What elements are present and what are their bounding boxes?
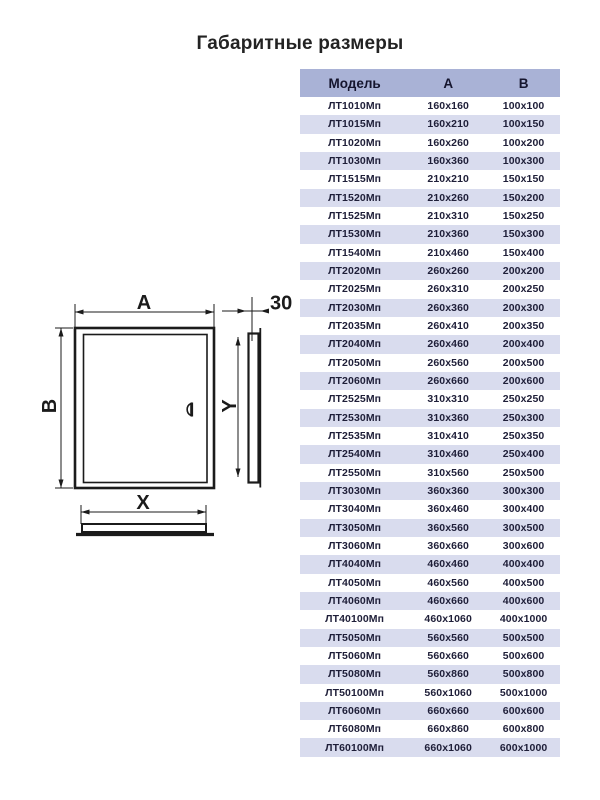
table-row: [300, 280, 560, 298]
dim-b-cell: 200x200: [502, 265, 545, 278]
dim-a-cell: 360x560: [427, 521, 469, 534]
table-row: [300, 519, 560, 537]
dim-a-cell: 210x360: [427, 228, 469, 241]
table-row: [300, 262, 560, 280]
dim-a-cell: 260x260: [427, 265, 469, 278]
model-cell: ЛТ60100Мп: [325, 741, 385, 754]
dim-a-cell: 660x1060: [424, 741, 472, 754]
dim-a-cell: 560x660: [427, 650, 469, 662]
dim-b-cell: 150x400: [502, 246, 545, 259]
dim-b-cell: 250x500: [502, 466, 545, 479]
model-cell: ЛТ2060Мп: [328, 375, 382, 388]
dim-b-cell: 500x600: [502, 650, 545, 662]
model-cell: ЛТ4040Мп: [328, 558, 382, 571]
table-row: [300, 354, 560, 372]
column-header-a: А: [443, 75, 454, 91]
dim-a-cell: 660x660: [427, 704, 469, 717]
model-cell: ЛТ1540Мп: [328, 246, 382, 259]
dim-a-cell: 260x410: [427, 320, 469, 333]
table-header: [300, 69, 560, 97]
table-row: [300, 409, 560, 427]
model-cell: ЛТ5050Мп: [328, 631, 382, 644]
dim-a-cell: 310x560: [427, 466, 469, 479]
table-row: [300, 629, 560, 647]
model-cell: ЛТ4050Мп: [328, 576, 382, 589]
dim-a-cell: 460x660: [427, 595, 469, 608]
table-row: [300, 97, 560, 115]
model-cell: ЛТ1515Мп: [328, 173, 382, 186]
dim-a-cell: 660x860: [427, 723, 469, 736]
table-row: [300, 738, 560, 756]
dim-b-cell: 600x800: [502, 723, 545, 736]
model-cell: ЛТ6080Мп: [328, 723, 382, 736]
side-view-frame: [249, 334, 259, 483]
dim-b-cell: 200x600: [502, 375, 545, 388]
dim-b-cell: 500x800: [502, 668, 545, 681]
dim-a-cell: 460x1060: [424, 613, 472, 626]
dim-a-cell: 260x560: [427, 356, 469, 369]
dim-b-cell: 300x300: [502, 485, 545, 498]
column-header-b: В: [518, 75, 529, 91]
model-cell: ЛТ2540Мп: [328, 448, 382, 461]
dim-a-cell: 560x1060: [424, 686, 472, 699]
table-row: [300, 574, 560, 592]
dim-a-cell: 460x460: [427, 558, 469, 571]
dim-a-cell: 260x360: [427, 301, 469, 314]
model-cell: ЛТ2025Мп: [328, 283, 382, 296]
dim-b-cell: 150x250: [502, 210, 545, 223]
dim-b-cell: 400x500: [502, 576, 545, 589]
model-cell: ЛТ1015Мп: [328, 118, 382, 131]
model-cell: ЛТ2040Мп: [328, 338, 382, 351]
model-cell: ЛТ2535Мп: [328, 430, 382, 443]
model-cell: ЛТ2550Мп: [328, 466, 382, 479]
dim-y: [219, 337, 241, 477]
dimensions-table: [300, 69, 560, 757]
dim-a-cell: 210x310: [427, 210, 469, 223]
table-row: [300, 665, 560, 683]
dim-a-cell: 160x210: [427, 118, 469, 131]
table-row: [300, 647, 560, 665]
dim-label-a: A: [136, 292, 152, 314]
dim-a-cell: 560x560: [427, 631, 469, 644]
dim-b-cell: 400x1000: [499, 613, 548, 626]
dim-b-cell: 100x100: [502, 100, 545, 113]
dim-a-cell: 360x360: [427, 485, 469, 498]
table-row: [300, 555, 560, 573]
table-row: [300, 134, 560, 152]
table-row: [300, 445, 560, 463]
dim-a-cell: 210x210: [427, 173, 469, 186]
column-header-model: Модель: [328, 75, 381, 91]
dim-b-cell: 250x300: [502, 411, 545, 424]
dim-label-depth: 30: [270, 292, 293, 315]
dim-a-cell: 310x360: [427, 411, 469, 424]
table-row: [300, 115, 560, 133]
page-title: Габаритные размеры: [196, 33, 404, 54]
table-row: [300, 244, 560, 262]
side-view: [249, 328, 261, 488]
dim-b-cell: 400x400: [502, 558, 545, 571]
model-cell: ЛТ2030Мп: [328, 301, 382, 314]
model-cell: ЛТ5060Мп: [328, 650, 382, 662]
front-view: [75, 328, 214, 488]
model-cell: ЛТ2530Мп: [328, 411, 382, 424]
model-cell: ЛТ3040Мп: [328, 503, 382, 516]
dim-a-cell: 360x660: [427, 540, 469, 553]
dim-b-cell: 150x150: [502, 173, 545, 186]
dim-b-cell: 300x400: [502, 503, 545, 516]
dim-b-cell: 200x350: [502, 320, 545, 333]
table-row: [300, 464, 560, 482]
table-row: [300, 500, 560, 518]
model-cell: ЛТ4060Мп: [328, 595, 382, 608]
table-row: [300, 482, 560, 500]
dim-b-cell: 300x500: [502, 521, 545, 534]
dim-a-cell: 160x260: [427, 136, 469, 149]
model-cell: ЛТ50100Мп: [325, 686, 385, 699]
table-row: [300, 225, 560, 243]
table-row: [300, 189, 560, 207]
table-row: [300, 299, 560, 317]
table-row: [300, 170, 560, 188]
dim-a-cell: 310x410: [427, 430, 469, 443]
dim-b-cell: 150x300: [502, 228, 545, 241]
model-cell: ЛТ2525Мп: [328, 393, 382, 406]
dim-b-cell: 200x500: [502, 356, 545, 369]
table-row: [300, 702, 560, 720]
dim-a-cell: 260x460: [427, 338, 469, 351]
dim-a-cell: 560x860: [427, 668, 469, 681]
model-cell: ЛТ3060Мп: [328, 540, 382, 553]
dim-b-cell: 200x250: [502, 283, 545, 296]
dim-label-x: X: [136, 492, 150, 514]
dim-b-cell: 100x150: [502, 118, 545, 131]
table-row: [300, 720, 560, 738]
model-cell: ЛТ5080Мп: [328, 668, 382, 681]
bottom-view: [76, 524, 214, 535]
dim-b-cell: 150x200: [502, 191, 545, 204]
dim-a-cell: 310x460: [427, 448, 469, 461]
model-cell: ЛТ1530Мп: [328, 228, 382, 241]
table-row: [300, 610, 560, 628]
dim-b-cell: 200x300: [502, 301, 545, 314]
model-cell: ЛТ1030Мп: [328, 155, 382, 168]
bottom-view-frame: [82, 524, 206, 532]
dim-b-cell: 500x500: [502, 631, 545, 644]
dim-b-cell: 600x1000: [499, 741, 548, 754]
dim-a: [75, 292, 214, 327]
dim-b-cell: 250x400: [502, 448, 545, 461]
dim-b-cell: 250x250: [502, 393, 545, 406]
model-cell: ЛТ2035Мп: [328, 320, 382, 333]
table-row: [300, 372, 560, 390]
table-row: [300, 152, 560, 170]
table-row: [300, 427, 560, 445]
model-cell: ЛТ2050Мп: [328, 356, 382, 369]
table-row: [300, 592, 560, 610]
dim-b-cell: 400x600: [502, 595, 545, 608]
dim-label-y: Y: [219, 399, 241, 413]
table-row: [300, 207, 560, 225]
dim-b: [40, 328, 73, 488]
dim-x: [81, 492, 206, 524]
dim-b-cell: 600x600: [502, 704, 545, 717]
table-row: [300, 684, 560, 702]
technical-drawing: [40, 288, 300, 548]
dim-a-cell: 210x260: [427, 191, 469, 204]
hatch-dimensions-diagram: [40, 288, 300, 548]
dim-b-cell: 100x300: [502, 155, 545, 168]
model-cell: ЛТ3050Мп: [328, 521, 382, 534]
dim-b-cell: 500x1000: [499, 686, 548, 699]
table-body: [300, 97, 560, 757]
dim-a-cell: 260x660: [427, 375, 469, 388]
model-cell: ЛТ1520Мп: [328, 191, 382, 204]
dim-label-b: B: [40, 398, 61, 414]
model-cell: ЛТ6060Мп: [328, 704, 382, 717]
dim-a-cell: 460x560: [427, 576, 469, 589]
model-cell: ЛТ1020Мп: [328, 136, 382, 149]
table-row: [300, 317, 560, 335]
dim-b-cell: 250x350: [502, 430, 545, 443]
dim-b-cell: 200x400: [502, 338, 545, 351]
model-cell: ЛТ40100Мп: [325, 613, 385, 626]
dim-a-cell: 210x460: [427, 246, 469, 259]
model-cell: ЛТ1010Мп: [328, 100, 382, 113]
dim-a-cell: 260x310: [427, 283, 469, 296]
dim-a-cell: 160x360: [427, 155, 469, 168]
dim-b-cell: 300x600: [502, 540, 545, 553]
table-row: [300, 335, 560, 353]
model-cell: ЛТ2020Мп: [328, 265, 382, 278]
dim-a-cell: 360x460: [427, 503, 469, 516]
dim-a-cell: 160x160: [427, 100, 469, 113]
dim-b-cell: 100x200: [502, 136, 545, 149]
table-row: [300, 390, 560, 408]
dim-a-cell: 310x310: [427, 393, 469, 406]
table-row: [300, 537, 560, 555]
model-cell: ЛТ1525Мп: [328, 210, 382, 223]
model-cell: ЛТ3030Мп: [328, 485, 382, 498]
